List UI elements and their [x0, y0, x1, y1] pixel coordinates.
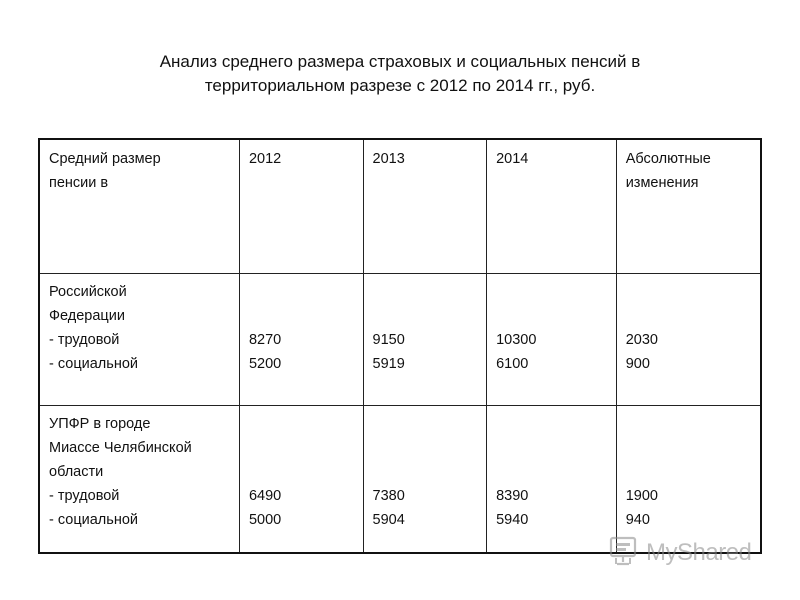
value-cell-2014	[487, 273, 617, 405]
value-social: 6100	[496, 355, 529, 372]
header-label-line: Средний размер	[49, 151, 161, 167]
header-2014-cell	[487, 139, 617, 273]
table-row-miass	[39, 405, 761, 553]
value-labor: 10300	[496, 331, 537, 348]
myshared-logo-icon	[608, 534, 642, 573]
header-2012-cell	[239, 139, 363, 273]
title-line-1: Анализ среднего размера страховых и социальных пенсий в	[159, 52, 641, 71]
header-year-2014: 2014	[496, 151, 529, 167]
value-social: 940	[625, 511, 650, 528]
value-social: 5904	[372, 511, 405, 528]
value-cell-2014	[487, 405, 617, 553]
title-line-2: территориальном разрезе с 2012 по 2014 гг., руб.	[204, 76, 596, 95]
value-social: 900	[625, 355, 650, 372]
watermark-text: MyShared	[646, 539, 752, 566]
header-label-line: пенсии в	[49, 175, 109, 191]
value-social: 5000	[248, 511, 282, 528]
table-row-russian-federation	[39, 273, 761, 405]
value-social: 5919	[372, 355, 405, 372]
row-label-cell	[39, 405, 239, 553]
table-header-row	[39, 139, 761, 273]
sub-label-labor: - трудовой	[49, 331, 120, 348]
value-labor: 8390	[496, 487, 529, 504]
value-labor: 8270	[248, 331, 282, 348]
value-social: 5940	[496, 511, 529, 528]
header-abs-cell	[616, 139, 761, 273]
row-name-line: Федерации	[49, 307, 125, 324]
header-2013-cell	[363, 139, 487, 273]
value-cell-2013	[363, 273, 487, 405]
value-cell-2012	[239, 405, 363, 553]
value-labor: 7380	[372, 487, 405, 504]
value-labor: 9150	[372, 331, 405, 348]
row-label-cell	[39, 273, 239, 405]
row-name-line: Российской	[49, 283, 127, 300]
value-cell-abs	[616, 405, 761, 553]
value-labor: 6490	[248, 487, 282, 504]
value-social: 5200	[248, 355, 282, 372]
header-label-cell	[39, 139, 239, 273]
row-name-line: УПФР в городе	[49, 415, 151, 432]
pension-table	[38, 138, 762, 554]
value-cell-abs	[616, 273, 761, 405]
value-labor: 1900	[625, 487, 658, 504]
row-name-line: области	[49, 463, 104, 480]
header-abs-line: Абсолютные	[625, 151, 711, 167]
value-labor: 2030	[625, 331, 658, 348]
myshared-watermark	[608, 533, 778, 573]
header-year-2013: 2013	[372, 151, 405, 167]
row-name-line: Миассе Челябинской	[49, 439, 192, 456]
sub-label-social: - социальной	[49, 511, 138, 528]
sub-label-labor: - трудовой	[49, 487, 120, 504]
sub-label-social: - социальной	[49, 355, 138, 372]
header-abs-line: изменения	[625, 175, 699, 191]
value-cell-2012	[239, 273, 363, 405]
header-year-2012: 2012	[248, 151, 282, 167]
value-cell-2013	[363, 405, 487, 553]
slide-title	[60, 50, 740, 98]
